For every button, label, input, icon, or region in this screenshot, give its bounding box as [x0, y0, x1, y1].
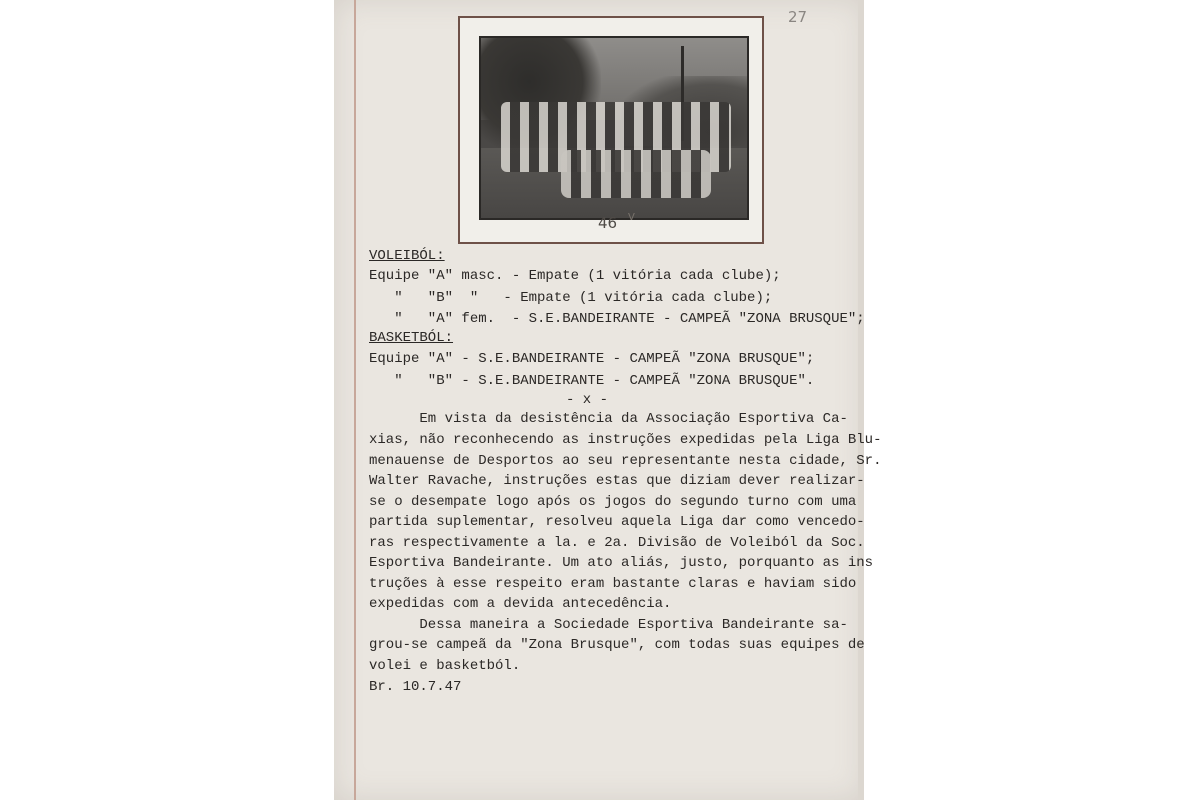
volleyball-heading: VOLEIBÓL: — [369, 248, 445, 264]
paragraph-line: xias, não reconhecendo as instruções expedidas pela Liga Blu- — [369, 432, 882, 448]
paragraph-line: Esportiva Bandeirante. Um ato aliás, justo, porquanto as ins — [369, 555, 874, 571]
paragraph-line: se o desempate logo após os jogos do segundo turno com uma — [369, 494, 857, 510]
volleyball-line: Equipe "A" masc. - Empate (1 vitória cada clube); — [369, 268, 781, 284]
basketball-heading: BASKETBÓL: — [369, 330, 454, 346]
margin-line — [354, 0, 356, 800]
date-line: Br. 10.7.47 — [369, 679, 462, 695]
paragraph-line: menauense de Desportos ao seu representante nesta cidade, Sr. — [369, 453, 882, 469]
photo-caption: 46 — [598, 214, 618, 232]
basketball-line: " "B" - S.E.BANDEIRANTE - CAMPEÃ "ZONA BRUSQUE". — [369, 373, 815, 389]
paragraph-line: expedidas com a devida antecedência. — [369, 596, 672, 612]
team-photo — [479, 36, 749, 220]
paragraph-line: grou-se campeã da "Zona Brusque", com todas suas equipes de — [369, 637, 865, 653]
paragraph-line: truções à esse respeito eram bastante claras e haviam sido — [369, 576, 857, 592]
page-number: 27 — [788, 8, 808, 26]
document-page — [334, 0, 882, 800]
basketball-line: Equipe "A" - S.E.BANDEIRANTE - CAMPEÃ "ZONA BRUSQUE"; — [369, 351, 815, 367]
paragraph-line: Dessa maneira a Sociedade Esportiva Bandeirante sa- — [369, 617, 848, 633]
paragraph-line: partida suplementar, resolveu aquela Liga dar como vencedo- — [369, 514, 865, 530]
volleyball-line: " "A" fem. - S.E.BANDEIRANTE - CAMPEÃ "ZONA BRUSQUE"; — [369, 311, 865, 327]
volleyball-line: " "B" " - Empate (1 vitória cada clube); — [369, 290, 773, 306]
photo-corner-mark: V — [628, 212, 635, 223]
paragraph-line: ras respectivamente a la. e 2a. Divisão de Voleiból da Soc. — [369, 535, 865, 551]
paragraph-line: Em vista da desistência da Associação Esportiva Ca- — [369, 411, 848, 427]
page-edge — [858, 0, 864, 800]
separator: - x - — [566, 392, 609, 408]
paragraph-line: Walter Ravache, instruções estas que diziam dever realizar- — [369, 473, 865, 489]
team-players-seated — [561, 150, 711, 198]
paragraph-line: volei e basketból. — [369, 658, 521, 674]
